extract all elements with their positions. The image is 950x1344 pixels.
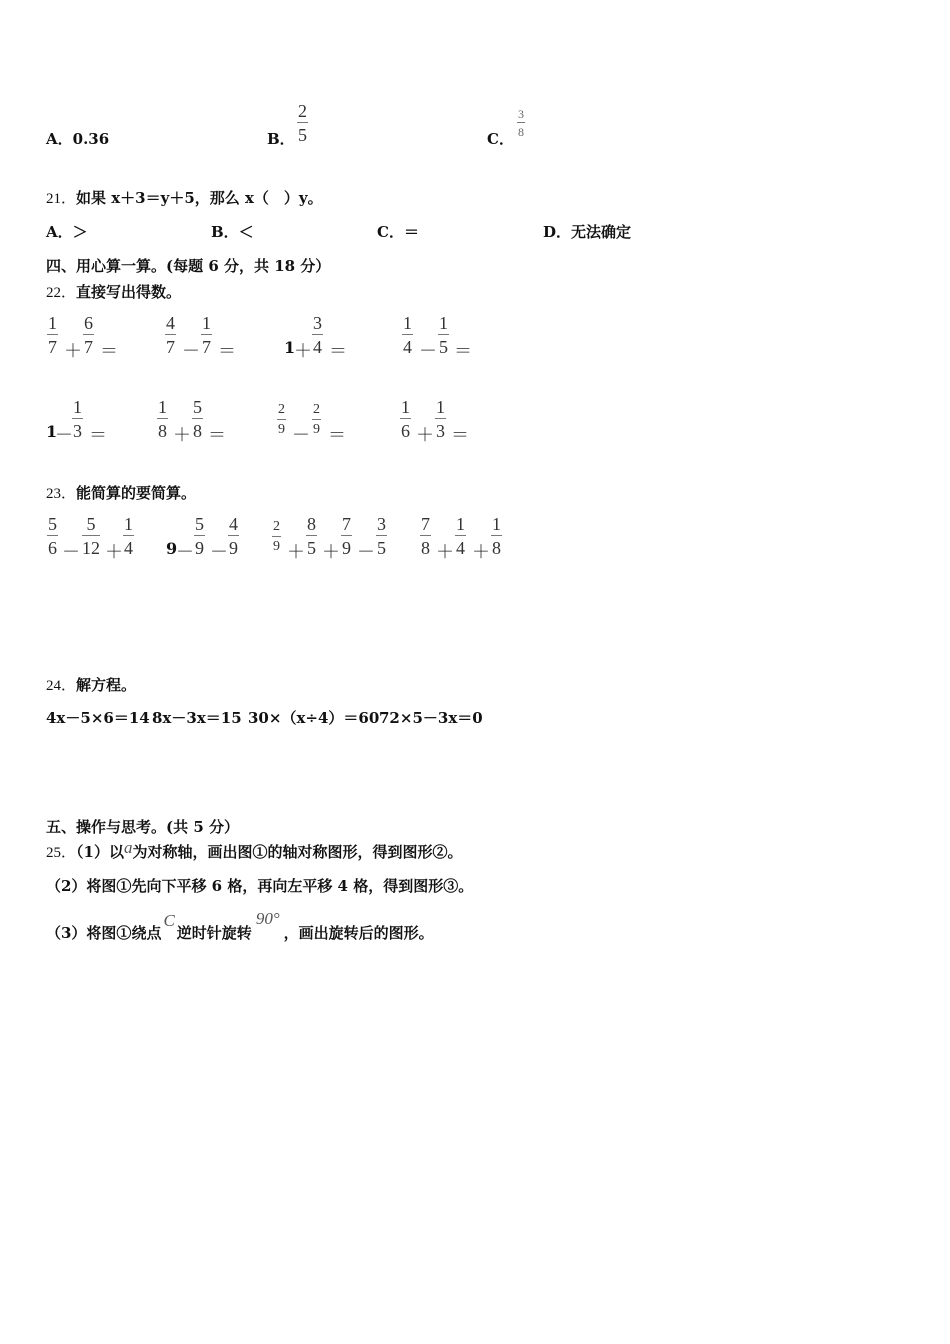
minus-sign: － xyxy=(62,542,80,563)
fraction: 2 9 xyxy=(273,519,280,554)
minus-sign: － xyxy=(292,425,310,446)
minus-sign: － xyxy=(176,542,194,563)
question-23: 23．能简算的要简算。 xyxy=(46,484,197,502)
q21-option-a: A．＞ xyxy=(46,223,88,241)
rotation-angle: 90° xyxy=(255,909,280,928)
q21-option-c: C．＝ xyxy=(377,223,419,241)
fraction: 7 8 xyxy=(421,514,430,558)
fraction: 1 8 xyxy=(492,514,501,558)
fraction: 5 8 xyxy=(193,397,202,441)
plus-sign: ＋ xyxy=(322,542,340,563)
question-25-part-3: （3）将图①绕点C逆时针旋转90°，画出旋转后的图形。 xyxy=(46,909,434,942)
equals-sign: ＝ xyxy=(328,425,346,446)
equals-sign: ＝ xyxy=(451,425,469,446)
equals-sign: ＝ xyxy=(208,425,226,446)
fraction: 5 9 xyxy=(195,514,204,558)
question-24: 24．解方程。 xyxy=(46,676,137,694)
equation-2: 8x－3x＝15 xyxy=(152,709,242,727)
minus-sign: － xyxy=(419,341,437,362)
section-5-title: 五、操作与思考。(共 5 分） xyxy=(46,818,239,836)
question-25-part-1: 25．（1）以a为对称轴，画出图①的轴对称图形，得到图形②。 xyxy=(46,838,463,861)
plus-sign: ＋ xyxy=(173,425,191,446)
equals-sign: ＝ xyxy=(100,341,118,362)
q21-option-d: D．无法确定 xyxy=(543,223,632,241)
fraction: 1 7 xyxy=(202,313,211,357)
integer-nine: 9 xyxy=(166,539,178,558)
equation-4: 72×5－3x＝0 xyxy=(379,709,483,727)
axis-variable: a xyxy=(123,838,133,857)
plus-sign: ＋ xyxy=(105,542,123,563)
plus-sign: ＋ xyxy=(287,542,305,563)
equation-3: 30×（x÷4）＝60 xyxy=(248,709,380,727)
equals-sign: ＝ xyxy=(89,425,107,446)
section-4-title: 四、用心算一算。(每题 6 分，共 18 分） xyxy=(46,257,331,275)
q21-option-b: B．＜ xyxy=(211,223,254,241)
fraction: 1 4 xyxy=(456,514,465,558)
fraction: 8 5 xyxy=(307,514,316,558)
option-b-label: B． xyxy=(267,130,295,148)
fraction: 2 9 xyxy=(278,402,285,437)
option-a: A．0.36 xyxy=(46,130,110,148)
integer-one: 1 xyxy=(284,338,296,357)
fraction: 1 3 xyxy=(73,397,82,441)
question-22: 22．直接写出得数。 xyxy=(46,283,182,301)
fraction: 5 12 xyxy=(82,514,100,558)
minus-sign: － xyxy=(357,542,375,563)
equation-1: 4x－5×6＝14 xyxy=(46,709,150,727)
minus-sign: － xyxy=(55,425,73,446)
fraction: 1 4 xyxy=(124,514,133,558)
fraction: 3 4 xyxy=(313,313,322,357)
option-c-fraction: 3 8 xyxy=(518,107,524,139)
plus-sign: ＋ xyxy=(416,425,434,446)
fraction: 2 9 xyxy=(313,402,320,437)
plus-sign: ＋ xyxy=(436,542,454,563)
option-c-label: C． xyxy=(487,130,514,148)
fraction: 1 8 xyxy=(158,397,167,441)
question-21: 21．如果 x＋3＝y＋5，那么 x（ ）y。 xyxy=(46,189,323,207)
equals-sign: ＝ xyxy=(329,341,347,362)
fraction: 1 7 xyxy=(48,313,57,357)
integer-one: 1 xyxy=(46,422,58,441)
fraction: 4 7 xyxy=(166,313,175,357)
fraction: 1 4 xyxy=(403,313,412,357)
fraction: 4 9 xyxy=(229,514,238,558)
equals-sign: ＝ xyxy=(454,341,472,362)
fraction: 6 7 xyxy=(84,313,93,357)
plus-sign: ＋ xyxy=(294,341,312,362)
point-variable: C xyxy=(163,911,175,930)
plus-sign: ＋ xyxy=(64,341,82,362)
minus-sign: － xyxy=(182,341,200,362)
question-25-part-2: （2）将图①先向下平移 6 格，再向左平移 4 格，得到图形③。 xyxy=(46,877,474,895)
fraction: 7 9 xyxy=(342,514,351,558)
fraction: 1 3 xyxy=(436,397,445,441)
option-b-fraction: 2 5 xyxy=(298,101,307,145)
fraction: 1 6 xyxy=(401,397,410,441)
fraction: 3 5 xyxy=(377,514,386,558)
equals-sign: ＝ xyxy=(218,341,236,362)
fraction: 5 6 xyxy=(48,514,57,558)
plus-sign: ＋ xyxy=(472,542,490,563)
fraction: 1 5 xyxy=(439,313,448,357)
minus-sign: － xyxy=(210,542,228,563)
